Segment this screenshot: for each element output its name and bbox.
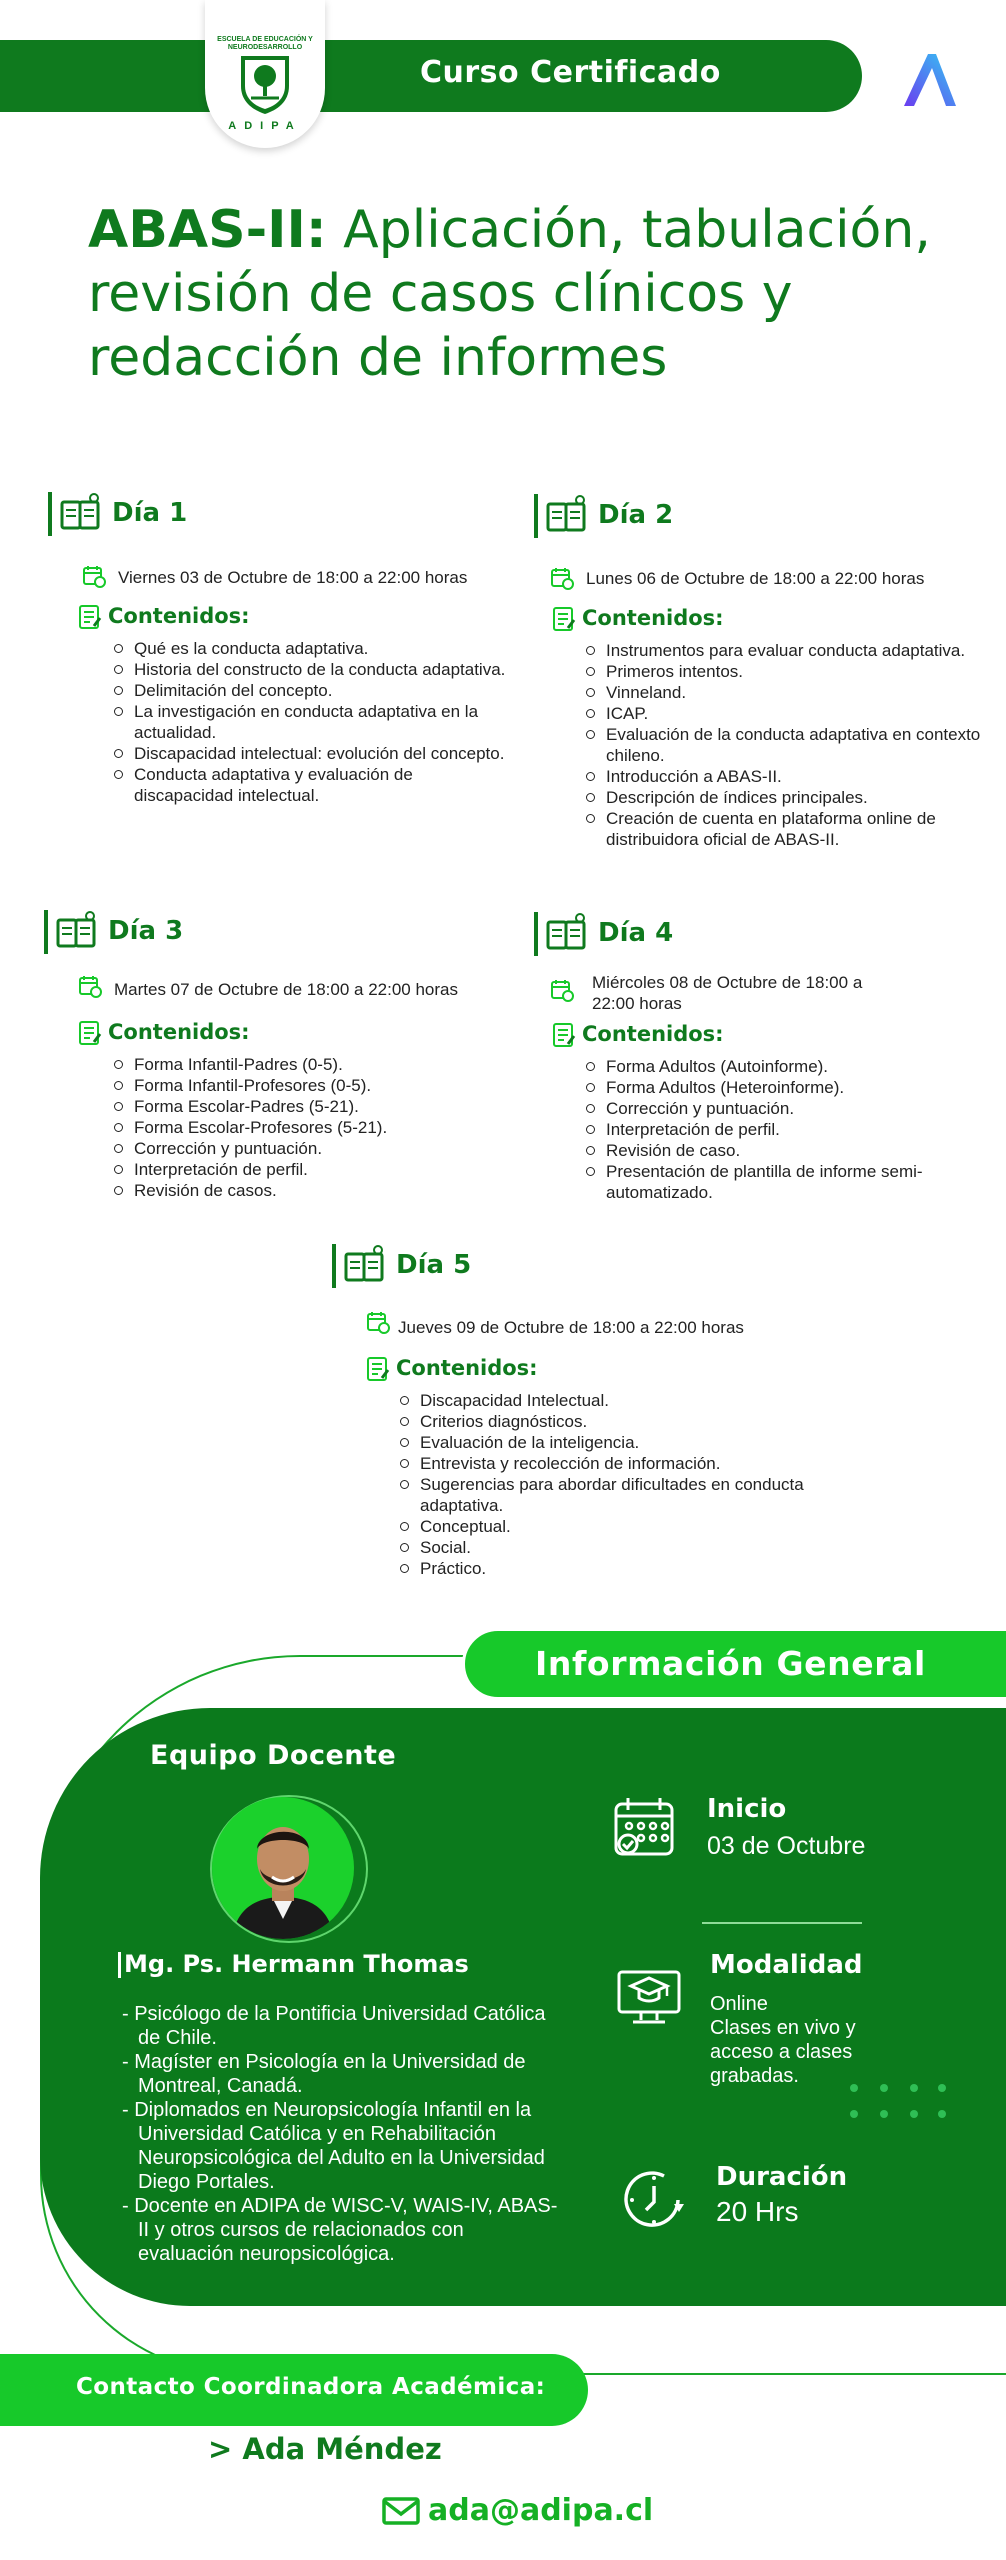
day-1-header — [48, 490, 518, 538]
day-4-block — [534, 910, 1004, 1202]
list-item: Sugerencias para abordar dificultades en conducta adaptativa. — [398, 1474, 808, 1516]
header-title: Curso Certificado — [420, 55, 721, 90]
day-2-accent-bar — [534, 494, 538, 538]
day-3-block — [44, 908, 514, 1200]
list-item: Forma Adultos (Heteroinforme). — [584, 1077, 984, 1098]
day-1-title: Día 1 — [112, 498, 188, 528]
online-class-icon — [615, 1962, 683, 2030]
list-item: Creación de cuenta en plataforma online de distribuidora oficial de ABAS-II. — [584, 808, 1004, 850]
contents-label: Contenidos: — [396, 1356, 538, 1380]
calendar-icon — [612, 1794, 680, 1862]
list-item: Conducta adaptativa y evaluación de discapacidad intelectual. — [112, 764, 512, 806]
checklist-icon — [366, 1356, 392, 1382]
mode-detail: Clases en vivo y acceso a clases grabadas. — [710, 2017, 856, 2087]
contents-label: Contenidos: — [582, 1022, 724, 1046]
bio-item: - Magíster en Psicología en la Universidad de Montreal, Canadá. — [122, 2051, 526, 2097]
day-2-items — [584, 640, 1004, 850]
contact-name: > Ada Méndez — [208, 2432, 442, 2466]
day-3-header — [44, 908, 514, 956]
day-3-accent-bar — [44, 910, 48, 954]
day-2-header — [534, 492, 1004, 540]
contact-email-link[interactable]: ada@adipa.cl — [428, 2493, 654, 2528]
day-4-accent-bar — [534, 912, 538, 956]
list-item: Interpretación de perfil. — [112, 1159, 512, 1180]
contents-label: Contenidos: — [582, 606, 724, 630]
list-item: Práctico. — [398, 1558, 808, 1579]
list-item: La investigación en conducta adaptativa en la actualidad. — [112, 701, 512, 743]
calendar-clock-icon — [82, 564, 106, 588]
start-value: 03 de Octubre — [707, 1832, 866, 1860]
day-4-date: Miércoles 08 de Octubre de 18:00 a 22:00 horas — [592, 973, 863, 1013]
day-5-accent-bar — [332, 1244, 336, 1288]
course-title-rest: Aplicación, tabulación, revisión de casos clínicos y redacción de informes — [88, 200, 931, 388]
list-item: Qué es la conducta adaptativa. — [112, 638, 512, 659]
book-icon — [56, 910, 100, 950]
list-item: Instrumentos para evaluar conducta adaptativa. — [584, 640, 1004, 661]
day-2-date: Lunes 06 de Octubre de 18:00 a 22:00 horas — [586, 569, 925, 588]
book-icon — [60, 492, 104, 532]
list-item: Forma Infantil-Padres (0-5). — [112, 1054, 512, 1075]
list-item: Discapacidad Intelectual. — [398, 1390, 808, 1411]
day-4-header — [534, 910, 1004, 958]
day-5-header — [332, 1242, 812, 1290]
checklist-icon — [78, 1020, 104, 1046]
list-item: Social. — [398, 1537, 808, 1558]
day-2-title: Día 2 — [598, 500, 674, 530]
checklist-icon — [552, 606, 578, 632]
checklist-icon — [552, 1022, 578, 1048]
course-title-bold: ABAS-II: — [88, 200, 327, 260]
list-item: Primeros intentos. — [584, 661, 1004, 682]
course-title — [88, 198, 968, 390]
book-icon — [546, 494, 590, 534]
contents-label: Contenidos: — [108, 1020, 250, 1044]
list-item: Descripción de índices principales. — [584, 787, 1004, 808]
list-item: Entrevista y recolección de información. — [398, 1453, 808, 1474]
list-item: Criterios diagnósticos. — [398, 1411, 808, 1432]
shield-tree-icon — [235, 52, 295, 116]
bio-item: - Docente en ADIPA de WISC-V, WAIS-IV, ABAS-II y otros cursos de relacionados con evaluación neuropsicológica. — [122, 2195, 558, 2265]
logo-school-text: ESCUELA DE EDUCACIÓN Y NEURODESARROLLO — [217, 36, 313, 51]
list-item: Delimitación del concepto. — [112, 680, 512, 701]
day-1-items — [112, 638, 512, 806]
day-5-block — [332, 1242, 812, 1578]
list-item: Forma Adultos (Autoinforme). — [584, 1056, 984, 1077]
mail-icon — [382, 2497, 420, 2525]
day-4-items — [584, 1056, 984, 1203]
list-item: Corrección y puntuación. — [584, 1098, 984, 1119]
list-item: Conceptual. — [398, 1516, 808, 1537]
calendar-clock-icon — [78, 974, 102, 998]
calendar-clock-icon — [550, 566, 574, 590]
duration-label: Duración — [716, 2162, 848, 2192]
bio-item: - Psicólogo de la Pontificia Universidad Católica de Chile. — [122, 2003, 546, 2049]
teacher-bio — [122, 2002, 562, 2266]
list-item: Revisión de caso. — [584, 1140, 984, 1161]
school-logo — [205, 0, 325, 148]
avatar — [212, 1797, 354, 1939]
calendar-clock-icon — [366, 1310, 390, 1334]
contact-label: Contacto Coordinadora Académica: — [76, 2374, 546, 2400]
day-1-accent-bar — [48, 492, 52, 536]
decorative-dots-icon — [848, 2082, 948, 2122]
bio-item: - Diplomados en Neuropsicología Infantil en la Universidad Católica y en Rehabilitación Neuropsicológica del Adulto en la Universidad Diego Portales. — [122, 2099, 545, 2193]
logo-brand-text: ADIPA — [228, 120, 302, 132]
list-item: Interpretación de perfil. — [584, 1119, 984, 1140]
mode-value: Online — [710, 1993, 768, 2015]
clock-icon — [620, 2166, 688, 2234]
day-3-items — [112, 1054, 512, 1201]
team-title: Equipo Docente — [150, 1740, 397, 1771]
list-item: Vinneland. — [584, 682, 1004, 703]
contents-label: Contenidos: — [108, 604, 250, 628]
day-2-block — [534, 492, 1004, 849]
list-item: Presentación de plantilla de informe semi-automatizado. — [584, 1161, 984, 1203]
list-item: Evaluación de la conducta adaptativa en contexto chileno. — [584, 724, 1004, 766]
info-heading: Información General — [535, 1644, 926, 1683]
list-item: Corrección y puntuación. — [112, 1138, 512, 1159]
day-1-block — [48, 490, 518, 805]
list-item: Forma Escolar-Padres (5-21). — [112, 1096, 512, 1117]
book-icon — [344, 1244, 388, 1284]
list-item: Discapacidad intelectual: evolución del concepto. — [112, 743, 512, 764]
calendar-clock-icon — [550, 978, 574, 1002]
list-item: Revisión de casos. — [112, 1180, 512, 1201]
duration-value: 20 Hrs — [716, 2196, 799, 2227]
day-5-title: Día 5 — [396, 1250, 472, 1280]
list-item: Forma Escolar-Profesores (5-21). — [112, 1117, 512, 1138]
day-3-title: Día 3 — [108, 916, 184, 946]
day-5-date: Jueves 09 de Octubre de 18:00 a 22:00 horas — [398, 1318, 744, 1337]
teacher-portrait-icon — [212, 1797, 354, 1939]
checklist-icon — [78, 604, 104, 630]
mode-label: Modalidad — [710, 1950, 863, 1980]
brand-a-icon — [900, 50, 960, 110]
day-4-title: Día 4 — [598, 918, 674, 948]
list-item: Introducción a ABAS-II. — [584, 766, 1004, 787]
list-item: ICAP. — [584, 703, 1004, 724]
list-item: Historia del constructo de la conducta adaptativa. — [112, 659, 512, 680]
book-icon — [546, 912, 590, 952]
info-separator — [702, 1922, 862, 1924]
day-3-date: Martes 07 de Octubre de 18:00 a 22:00 horas — [114, 980, 459, 999]
list-item: Evaluación de la inteligencia. — [398, 1432, 808, 1453]
start-label: Inicio — [707, 1794, 787, 1824]
day-5-items — [398, 1390, 808, 1579]
teacher-name: Mg. Ps. Hermann Thomas — [124, 1950, 469, 1978]
list-item: Forma Infantil-Profesores (0-5). — [112, 1075, 512, 1096]
day-1-date: Viernes 03 de Octubre de 18:00 a 22:00 horas — [118, 568, 468, 587]
